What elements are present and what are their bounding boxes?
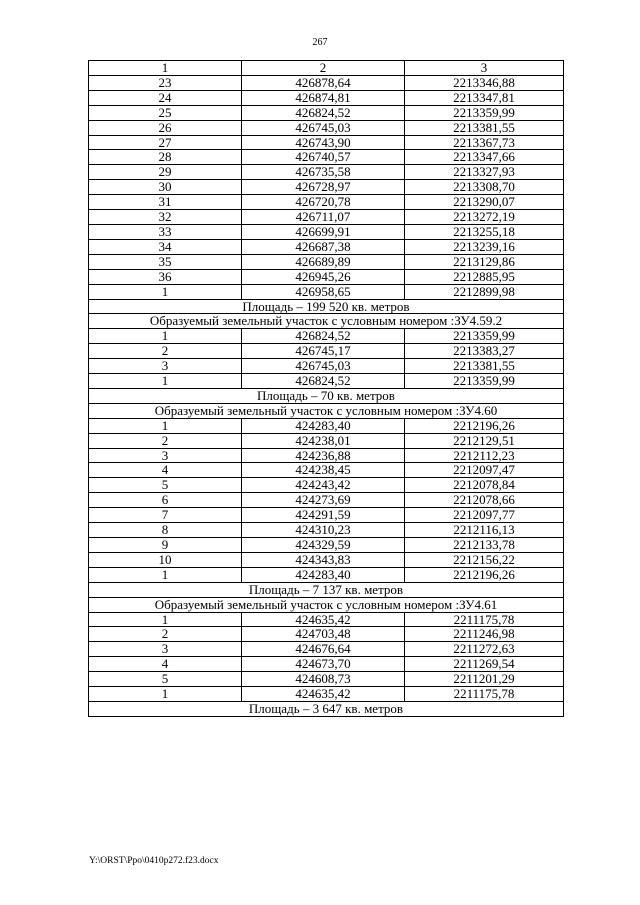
point-number-cell: 1: [89, 284, 242, 299]
y-coordinate-cell: 2212899,98: [405, 284, 564, 299]
point-number-cell: 2: [89, 433, 242, 448]
table-row: [89, 612, 564, 627]
x-coordinate-cell: 426743,90: [242, 135, 405, 150]
table-row: [89, 269, 564, 284]
table-row: [89, 105, 564, 120]
y-coordinate-cell: 2213359,99: [405, 329, 564, 344]
table-row: [89, 344, 564, 359]
x-coordinate-cell: 424238,45: [242, 463, 405, 478]
table-row: [89, 75, 564, 90]
y-coordinate-cell: 2213272,19: [405, 210, 564, 225]
x-coordinate-cell: 426740,57: [242, 150, 405, 165]
point-number-cell: 1: [89, 612, 242, 627]
table-header-row: [89, 61, 564, 76]
table-row: [89, 135, 564, 150]
coordinates-table-body: [89, 61, 564, 717]
y-coordinate-cell: 2211175,78: [405, 612, 564, 627]
point-number-cell: 6: [89, 493, 242, 508]
table-row: [89, 642, 564, 657]
y-coordinate-cell: 2213347,66: [405, 150, 564, 165]
table-row: [89, 150, 564, 165]
y-coordinate-cell: 2213359,99: [405, 374, 564, 389]
x-coordinate-cell: 426824,52: [242, 105, 405, 120]
x-coordinate-cell: 426824,52: [242, 374, 405, 389]
y-coordinate-cell: 2212196,26: [405, 567, 564, 582]
x-coordinate-cell: 424635,42: [242, 687, 405, 702]
table-row: [89, 284, 564, 299]
section-title-row: [89, 314, 564, 329]
table-row: [89, 359, 564, 374]
point-number-cell: 25: [89, 105, 242, 120]
x-coordinate-cell: 426878,64: [242, 75, 405, 90]
point-number-cell: 9: [89, 538, 242, 553]
point-number-cell: 27: [89, 135, 242, 150]
x-coordinate-cell: 424673,70: [242, 657, 405, 672]
x-coordinate-cell: 426945,26: [242, 269, 405, 284]
point-number-cell: 36: [89, 269, 242, 284]
point-number-cell: 28: [89, 150, 242, 165]
section-title-row: [89, 403, 564, 418]
y-coordinate-cell: 2213367,73: [405, 135, 564, 150]
point-number-cell: 1: [89, 329, 242, 344]
table-row: [89, 254, 564, 269]
point-number-cell: 29: [89, 165, 242, 180]
x-coordinate-cell: 424310,23: [242, 523, 405, 538]
table-row: [89, 627, 564, 642]
point-number-cell: 34: [89, 239, 242, 254]
table-row: [89, 463, 564, 478]
point-number-cell: 10: [89, 552, 242, 567]
y-coordinate-cell: 2213359,99: [405, 105, 564, 120]
point-number-cell: 3: [89, 448, 242, 463]
y-coordinate-cell: 2213381,55: [405, 120, 564, 135]
table-row: [89, 120, 564, 135]
y-coordinate-cell: 2212112,23: [405, 448, 564, 463]
point-number-cell: 1: [89, 687, 242, 702]
column-header: 1: [89, 61, 242, 76]
y-coordinate-cell: 2213290,07: [405, 195, 564, 210]
area-row: [89, 701, 564, 716]
point-number-cell: 1: [89, 374, 242, 389]
y-coordinate-cell: 2211272,63: [405, 642, 564, 657]
table-row: [89, 567, 564, 582]
x-coordinate-cell: 424238,01: [242, 433, 405, 448]
y-coordinate-cell: 2213308,70: [405, 180, 564, 195]
point-number-cell: 4: [89, 657, 242, 672]
table-row: [89, 687, 564, 702]
table-row: [89, 433, 564, 448]
y-coordinate-cell: 2212196,26: [405, 418, 564, 433]
table-row: [89, 195, 564, 210]
x-coordinate-cell: 424343,83: [242, 552, 405, 567]
y-coordinate-cell: 2213327,93: [405, 165, 564, 180]
table-row: [89, 672, 564, 687]
table-row: [89, 523, 564, 538]
table-row: [89, 493, 564, 508]
page-number: 267: [312, 37, 328, 48]
x-coordinate-cell: 424283,40: [242, 418, 405, 433]
point-number-cell: 35: [89, 254, 242, 269]
y-coordinate-cell: 2212116,13: [405, 523, 564, 538]
x-coordinate-cell: 426745,03: [242, 120, 405, 135]
area-row: [89, 388, 564, 403]
x-coordinate-cell: 424243,42: [242, 478, 405, 493]
x-coordinate-cell: 424608,73: [242, 672, 405, 687]
column-header: 3: [405, 61, 564, 76]
table-row: [89, 552, 564, 567]
section-title-row: [89, 597, 564, 612]
table-row: [89, 180, 564, 195]
point-number-cell: 1: [89, 567, 242, 582]
table-row: [89, 90, 564, 105]
x-coordinate-cell: 424635,42: [242, 612, 405, 627]
y-coordinate-cell: 2211201,29: [405, 672, 564, 687]
x-coordinate-cell: 426745,03: [242, 359, 405, 374]
area-row: [89, 299, 564, 314]
x-coordinate-cell: 426711,07: [242, 210, 405, 225]
x-coordinate-cell: 426745,17: [242, 344, 405, 359]
x-coordinate-cell: 426824,52: [242, 329, 405, 344]
x-coordinate-cell: 424283,40: [242, 567, 405, 582]
table-row: [89, 448, 564, 463]
x-coordinate-cell: 426720,78: [242, 195, 405, 210]
point-number-cell: 30: [89, 180, 242, 195]
table-row: [89, 165, 564, 180]
point-number-cell: 7: [89, 508, 242, 523]
area-summary: Площадь – 3 647 кв. метров: [89, 701, 564, 716]
x-coordinate-cell: 426728,97: [242, 180, 405, 195]
point-number-cell: 2: [89, 627, 242, 642]
area-row: [89, 582, 564, 597]
table-row: [89, 418, 564, 433]
x-coordinate-cell: 424273,69: [242, 493, 405, 508]
x-coordinate-cell: 424676,64: [242, 642, 405, 657]
area-summary: Площадь – 70 кв. метров: [89, 388, 564, 403]
footer-file-path: Y:\ORST\Ppo\0410p272.f23.docx: [89, 856, 219, 866]
x-coordinate-cell: 426874,81: [242, 90, 405, 105]
y-coordinate-cell: 2212097,47: [405, 463, 564, 478]
point-number-cell: 5: [89, 478, 242, 493]
y-coordinate-cell: 2212885,95: [405, 269, 564, 284]
y-coordinate-cell: 2213129,86: [405, 254, 564, 269]
point-number-cell: 23: [89, 75, 242, 90]
point-number-cell: 26: [89, 120, 242, 135]
x-coordinate-cell: 424329,59: [242, 538, 405, 553]
point-number-cell: 2: [89, 344, 242, 359]
table-row: [89, 538, 564, 553]
y-coordinate-cell: 2211175,78: [405, 687, 564, 702]
section-title: Образуемый земельный участок с условным номером :ЗУ4.60: [89, 403, 564, 418]
coordinates-table: [88, 60, 564, 717]
table-row: [89, 210, 564, 225]
y-coordinate-cell: 2213383,27: [405, 344, 564, 359]
x-coordinate-cell: 424236,88: [242, 448, 405, 463]
y-coordinate-cell: 2213347,81: [405, 90, 564, 105]
y-coordinate-cell: 2212078,84: [405, 478, 564, 493]
point-number-cell: 4: [89, 463, 242, 478]
y-coordinate-cell: 2213381,55: [405, 359, 564, 374]
y-coordinate-cell: 2213239,16: [405, 239, 564, 254]
area-summary: Площадь – 7 137 кв. метров: [89, 582, 564, 597]
table-row: [89, 508, 564, 523]
x-coordinate-cell: 426958,65: [242, 284, 405, 299]
point-number-cell: 3: [89, 642, 242, 657]
y-coordinate-cell: 2213255,18: [405, 224, 564, 239]
point-number-cell: 31: [89, 195, 242, 210]
point-number-cell: 8: [89, 523, 242, 538]
y-coordinate-cell: 2212133,78: [405, 538, 564, 553]
table-row: [89, 224, 564, 239]
point-number-cell: 32: [89, 210, 242, 225]
table-row: [89, 374, 564, 389]
area-summary: Площадь – 199 520 кв. метров: [89, 299, 564, 314]
y-coordinate-cell: 2211269,54: [405, 657, 564, 672]
table-row: [89, 329, 564, 344]
column-header: 2: [242, 61, 405, 76]
y-coordinate-cell: 2212129,51: [405, 433, 564, 448]
table-row: [89, 657, 564, 672]
point-number-cell: 3: [89, 359, 242, 374]
section-title: Образуемый земельный участок с условным номером :ЗУ4.59.2: [89, 314, 564, 329]
y-coordinate-cell: 2212156,22: [405, 552, 564, 567]
y-coordinate-cell: 2212078,66: [405, 493, 564, 508]
section-title: Образуемый земельный участок с условным номером :ЗУ4.61: [89, 597, 564, 612]
x-coordinate-cell: 426735,58: [242, 165, 405, 180]
table-row: [89, 239, 564, 254]
y-coordinate-cell: 2213346,88: [405, 75, 564, 90]
x-coordinate-cell: 424291,59: [242, 508, 405, 523]
y-coordinate-cell: 2211246,98: [405, 627, 564, 642]
y-coordinate-cell: 2212097,77: [405, 508, 564, 523]
x-coordinate-cell: 426687,38: [242, 239, 405, 254]
x-coordinate-cell: 426689,89: [242, 254, 405, 269]
point-number-cell: 5: [89, 672, 242, 687]
point-number-cell: 33: [89, 224, 242, 239]
x-coordinate-cell: 424703,48: [242, 627, 405, 642]
table-row: [89, 478, 564, 493]
point-number-cell: 24: [89, 90, 242, 105]
point-number-cell: 1: [89, 418, 242, 433]
x-coordinate-cell: 426699,91: [242, 224, 405, 239]
